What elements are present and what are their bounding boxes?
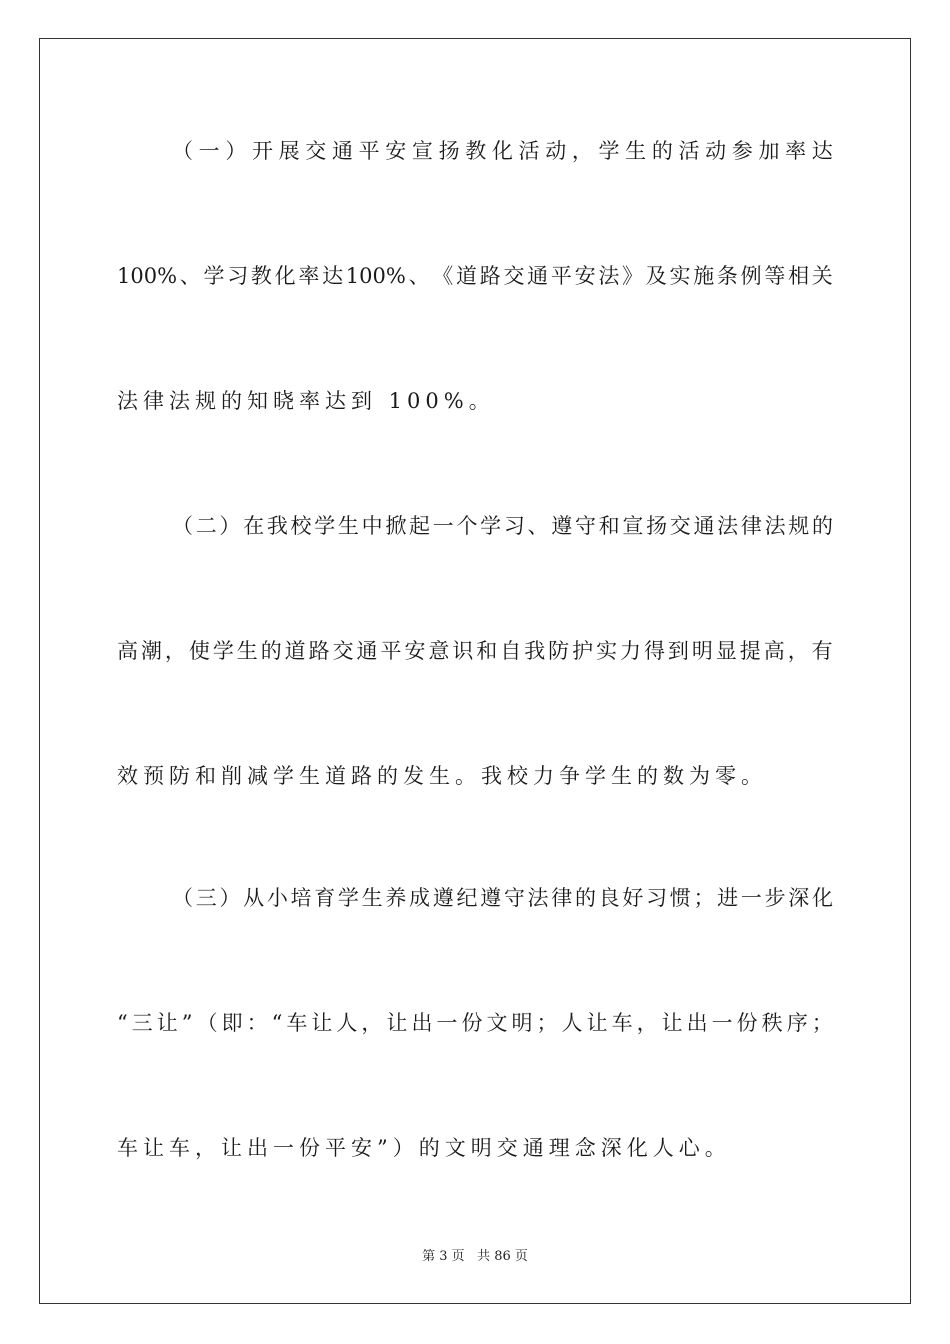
paragraph-3-line-2: “ 三 让 ” （ 即 ： “ 车 让 人 ， 让 出 一 份 文 明 ； 人 让 车 ， 让 出 一 份 秩 序 ；: [117, 1011, 833, 1035]
paragraph-2-line-1: （ 二 ） 在 我 校 学 生 中 掀 起 一 个 学 习 、 遵 守 和 宣 扬 交 通 法 律 法 规 的: [172, 514, 833, 538]
page-total: 共 86 页: [477, 1249, 528, 1264]
paragraph-2-line-3: 效预防和削减学生道路的发生。我校力争学生的数为零。: [117, 764, 767, 788]
paragraph-1-line-3: 法律法规的知晓率达到 100%。: [117, 389, 495, 413]
paragraph-1-line-2: 100% 、 学 习 教 化 率 达 100% 、 《 道 路 交 通 平 安 法 》 及 实 施 条 例 等 相 关: [117, 264, 833, 288]
paragraph-1-line-1: （ 一 ） 开 展 交 通 平 安 宣 扬 教 化 活 动 ， 学 生 的 活 动 参 加 率 达: [172, 139, 833, 163]
page-footer: [0, 1248, 950, 1266]
page-border: [39, 38, 911, 1304]
paragraph-3-line-1: （ 三 ） 从 小 培 育 学 生 养 成 遵 纪 遵 守 法 律 的 良 好 习 惯 ； 进 一 步 深 化: [172, 886, 833, 910]
paragraph-3-line-3: 车让车，让出一份平安”）的文明交通理念深化人心。: [117, 1136, 731, 1160]
paragraph-2-line-2: 高 潮 ， 使 学 生 的 道 路 交 通 平 安 意 识 和 自 我 防 护 实 力 得 到 明 显 提 高 ， 有: [117, 639, 833, 663]
page-number: 第 3 页: [422, 1249, 465, 1264]
